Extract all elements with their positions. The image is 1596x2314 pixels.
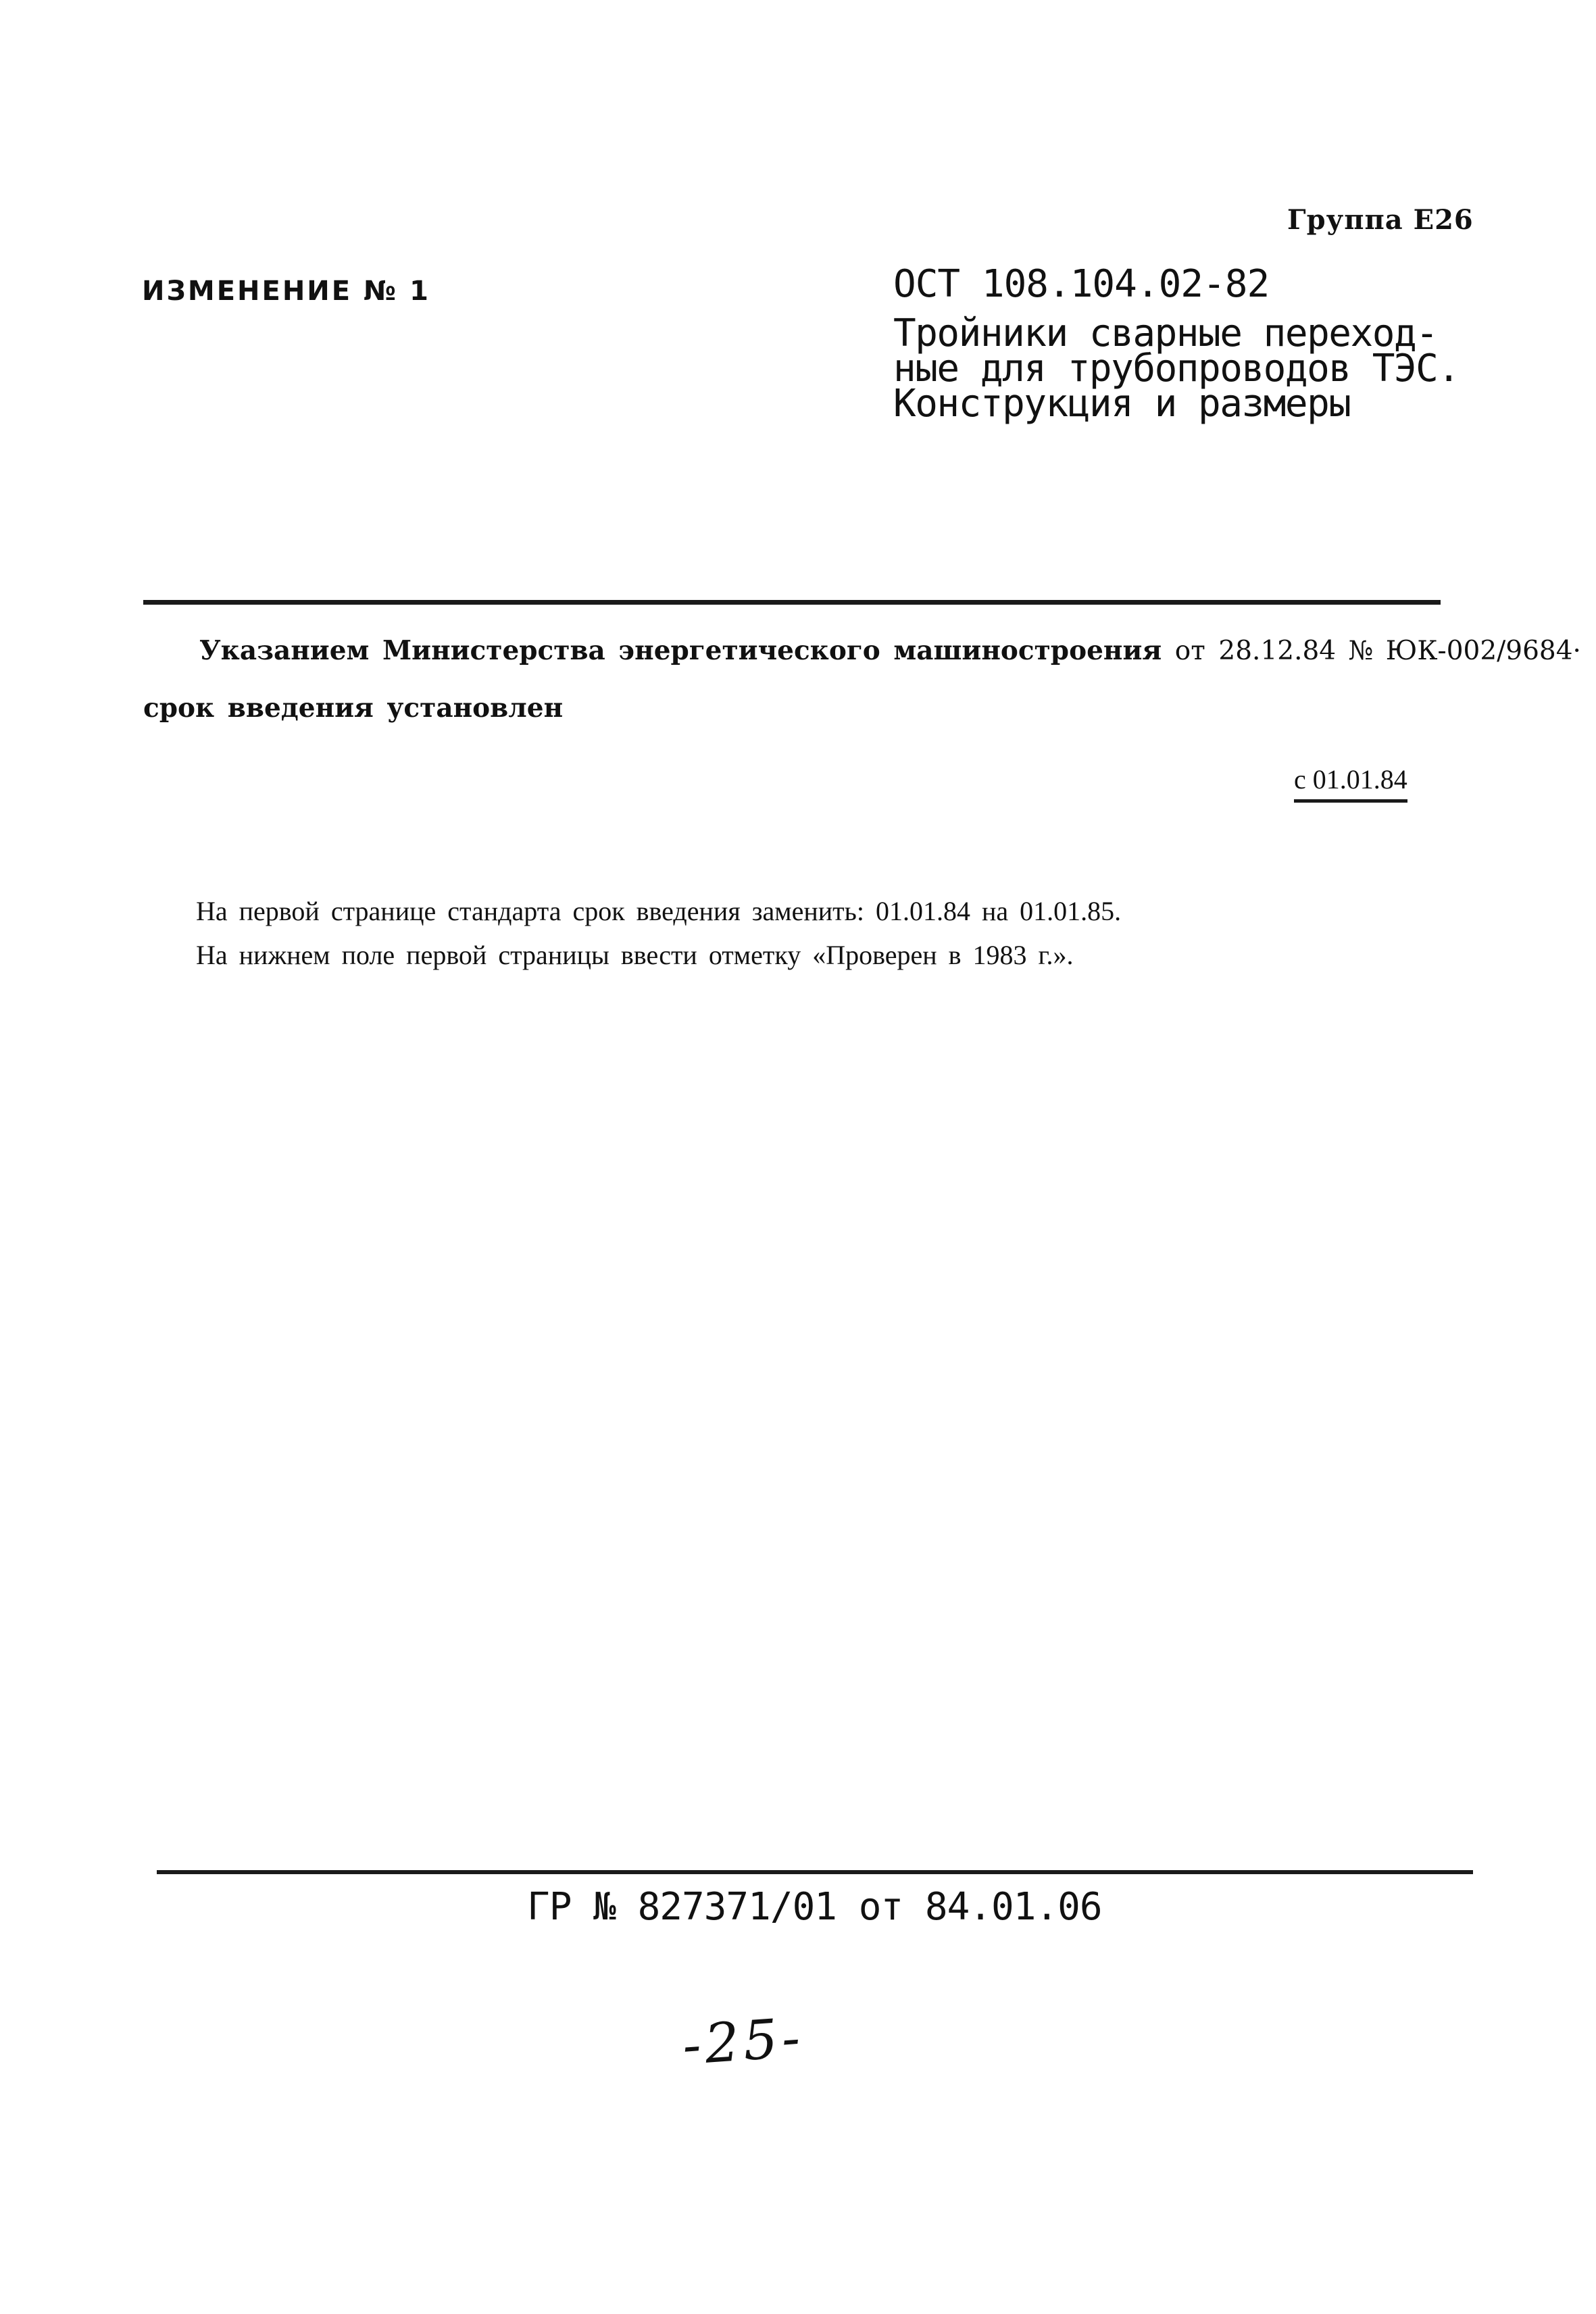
- body-paragraph-1: На первой странице стандарта срок введения заменить: 01.01.84 на 01.01.85.: [196, 896, 1122, 926]
- directive-mid: от: [1174, 636, 1205, 666]
- directive-text: Указанием Министерства энергетического машиностроения: [199, 635, 1162, 666]
- top-divider: [143, 600, 1441, 605]
- directive-line: [199, 635, 1581, 666]
- standard-title: [893, 311, 1460, 426]
- effective-date: с 01.01.84: [1294, 763, 1407, 803]
- standard-title-line-2: ные для трубопроводов ТЭС.: [893, 347, 1460, 391]
- standard-title-line-3: Конструкция и размеры: [893, 382, 1351, 426]
- term-line: срок введения установлен: [143, 693, 564, 724]
- page-number: -25-: [680, 2005, 806, 2078]
- directive-date-number: 28.12.84 № ЮК-002/9684·: [1218, 636, 1581, 666]
- standard-number: ОСТ 108.104.02-82: [893, 262, 1270, 306]
- body-paragraph-2: На нижнем поле первой страницы ввести отметку «Проверен в 1983 г.».: [196, 940, 1074, 970]
- bottom-divider: [157, 1870, 1473, 1874]
- registration-line: ГР № 827371/01 от 84.01.06: [527, 1885, 1102, 1929]
- standard-title-line-1: Тройники сварные переход-: [893, 311, 1438, 355]
- change-title: ИЗМЕНЕНИЕ № 1: [142, 276, 430, 307]
- group-label: Группа Е26: [1287, 204, 1474, 236]
